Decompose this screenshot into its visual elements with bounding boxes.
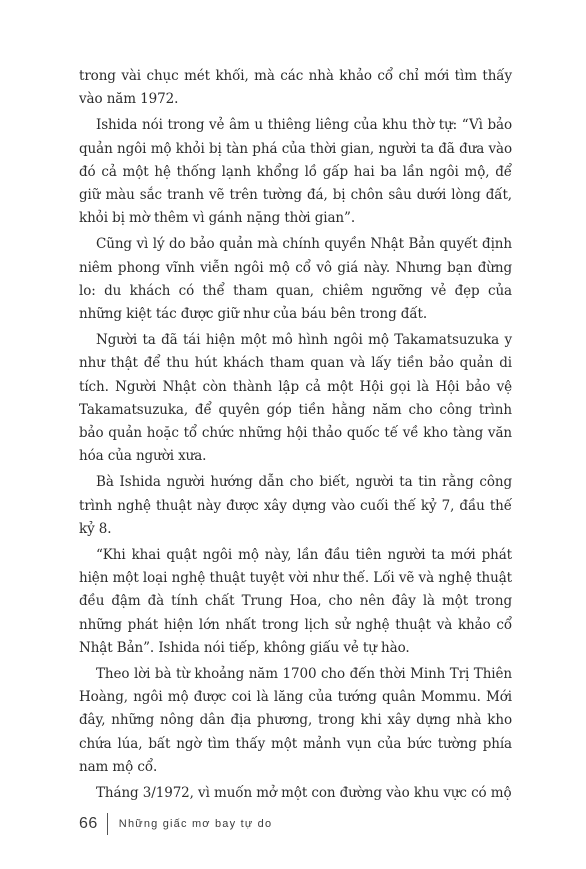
footer-divider — [107, 813, 108, 835]
paragraph: Ishida nói trong vẻ âm u thiêng liêng của khu thờ tự: “Vì bảo quản ngôi mộ khỏi bị tàn phá của thời gian, người ta đã đưa vào đó cả một hệ thống lạnh khổng lồ gấp hai ba lần ngôi mộ, để giữ màu sắc tranh vẽ trên tường đá, bị chôn sâu dưới lòng đất, khỏi bị mờ thêm vì gánh nặng thời gian”. — [79, 117, 512, 227]
paragraph: Người ta đã tái hiện một mô hình ngôi mộ Takamatsuzuka y như thật để thu hút khách tham quan và lấy tiền bảo quản di tích. Người Nhật còn thành lập cả một Hội gọi là Hội bảo vệ Takamatsuzuka, để quyên góp tiền hằng năm cho công trình bảo quản hoặc tổ chức những hội thảo quốc tế về kho tàng văn hóa của người xưa. — [79, 332, 512, 465]
paragraph: Cũng vì lý do bảo quản mà chính quyền Nhật Bản quyết định niêm phong vĩnh viễn ngôi mộ cổ vô giá này. Nhưng bạn đừng lo: du khách có thể tham quan, chiêm ngưỡng vẻ đẹp của những kiệt tác được giữ như của báu bên trong đất. — [79, 236, 512, 323]
page-body — [79, 65, 512, 808]
page-number: 66 — [79, 815, 98, 832]
paragraph: “Khi khai quật ngôi mộ này, lần đầu tiên người ta mới phát hiện một loại nghệ thuật tuyệt vời như thế. Lối vẽ và nghệ thuật đều đậm đà tính chất Trung Hoa, cho nên đây là một trong những phát hiện lớn nhất trong lịch sử nghệ thuật và khảo cổ Nhật Bản”. Ishida nói tiếp, không giấu vẻ tự hào. — [79, 547, 512, 656]
page-footer — [79, 812, 272, 836]
book-title: Những giấc mơ bay tự do — [118, 818, 273, 830]
paragraph: Bà Ishida người hướng dẫn cho biết, người ta tin rằng công trình nghệ thuật này được xây dựng vào cuối thế kỷ 7, đầu thế kỷ 8. — [79, 474, 512, 537]
paragraph: Theo lời bà từ khoảng năm 1700 cho đến thời Minh Trị Thiên Hoàng, ngôi mộ được coi là lăng của tướng quân Mommu. Mới đây, những nông dân địa phương, trong khi xây dựng nhà kho chứa lúa, bất ngờ tìm thấy một mảnh vụn của bức tường phía nam mộ cổ. — [79, 666, 512, 775]
paragraph-continued: trong vài chục mét khối, mà các nhà khảo cổ chỉ mới tìm thấy vào năm 1972. — [79, 68, 512, 108]
paragraph: Tháng 3/1972, vì muốn mở một con đường vào khu vực có mộ — [96, 785, 512, 802]
